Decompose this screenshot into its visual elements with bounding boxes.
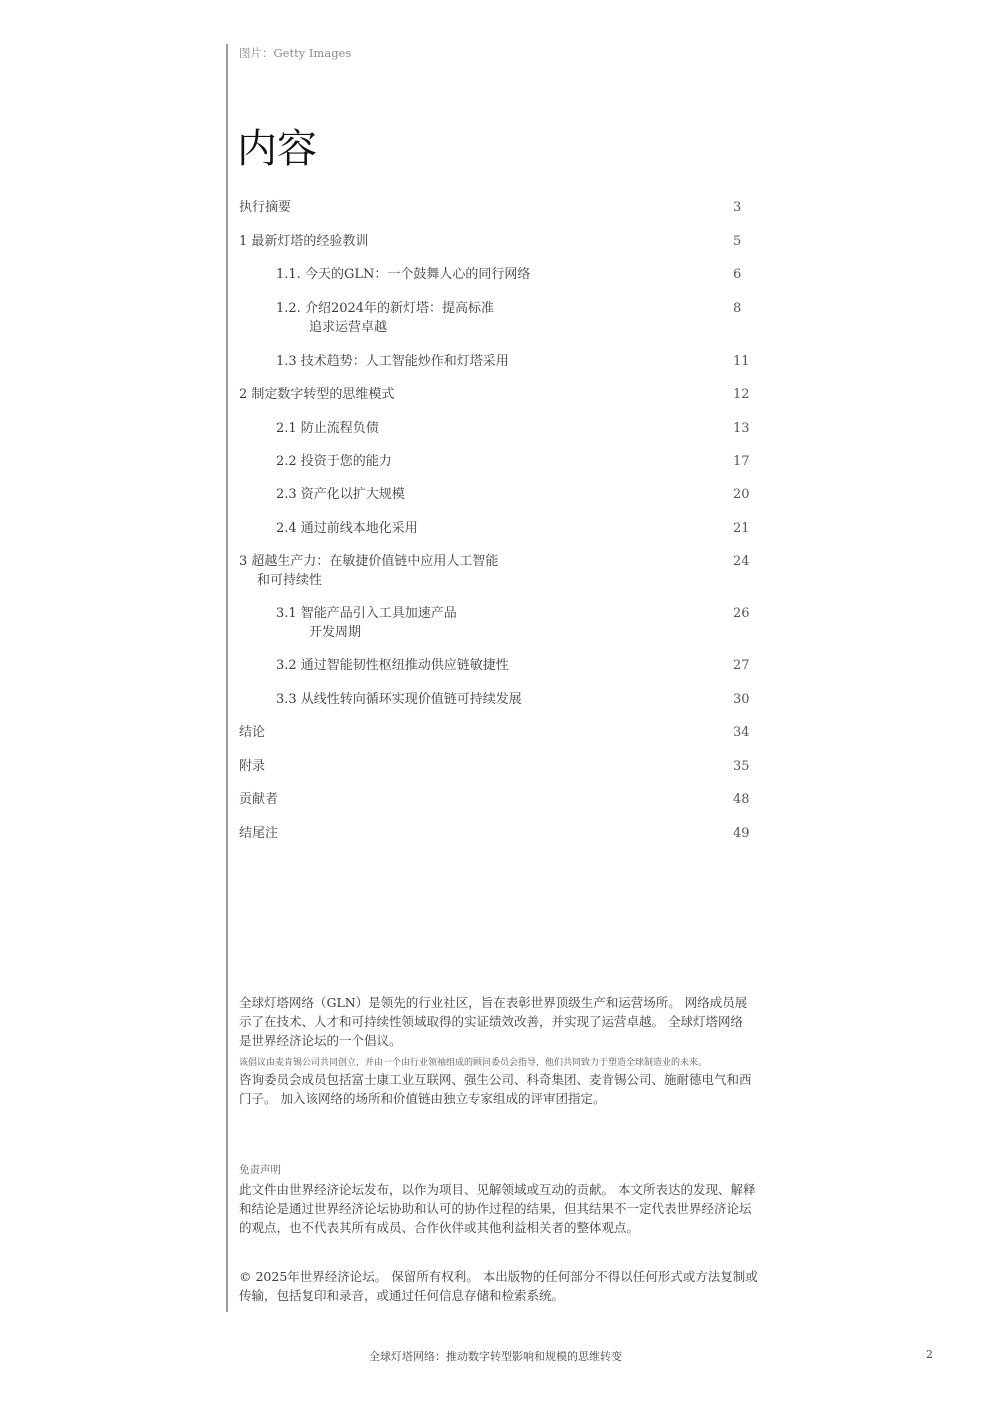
toc-entry[interactable] bbox=[239, 385, 750, 404]
toc-entry[interactable] bbox=[239, 790, 750, 809]
toc-entry-label bbox=[239, 385, 709, 404]
toc-entry[interactable] bbox=[239, 485, 750, 504]
toc-entry-line: 追求运营卓越 bbox=[309, 320, 388, 335]
toc-entry[interactable] bbox=[239, 419, 750, 438]
advisory-paragraph: 咨询委员会成员包括富士康工业互联网、强生公司、科奇集团、麦肯锡公司、施耐德电气和西门子。 加入该网络的场所和价值链由独立专家组成的评审团指定。 bbox=[239, 1072, 752, 1106]
toc-entry[interactable] bbox=[239, 723, 750, 742]
toc-entry-label bbox=[239, 198, 709, 217]
toc-entry[interactable] bbox=[239, 232, 742, 251]
about-section bbox=[239, 993, 754, 1108]
page-title: 内容 bbox=[237, 126, 317, 172]
toc-entry-label bbox=[239, 824, 709, 843]
toc-entry[interactable] bbox=[239, 265, 742, 284]
toc-entry[interactable] bbox=[239, 656, 750, 675]
toc-entry-page: 5 bbox=[733, 234, 742, 249]
toc-entry-label bbox=[239, 656, 709, 675]
toc-entry-line: 开发周期 bbox=[309, 625, 362, 640]
toc-entry-line: 附录 bbox=[239, 759, 266, 774]
toc-entry-page: 21 bbox=[733, 521, 750, 536]
disclaimer-heading: 免责声明 bbox=[239, 1164, 281, 1176]
toc-entry-label bbox=[239, 604, 709, 642]
toc-entry-page: 49 bbox=[733, 826, 750, 841]
toc-entry-line: 1 最新灯塔的经验教训 bbox=[239, 234, 369, 249]
toc-entry-label bbox=[239, 352, 709, 371]
toc-entry-page: 30 bbox=[733, 692, 750, 707]
toc-entry-label bbox=[239, 452, 709, 471]
disclaimer-body: 此文件由世界经济论坛发布，以作为项目、见解领域或互动的贡献。 本文所表达的发现、解释和结论是通过世界经济论坛协助和认可的协作过程的结果，但其结果不一定代表世界经济论坛的观点，也不代表其所有成员、合作伙伴或其他利益相关者的整体观点。 bbox=[239, 1182, 756, 1235]
toc-entry-page: 26 bbox=[733, 606, 750, 621]
toc-entry-page: 6 bbox=[733, 267, 742, 282]
toc-entry-label bbox=[239, 485, 709, 504]
toc-entry-label bbox=[239, 519, 709, 538]
toc-entry-line: 2 制定数字转型的思维模式 bbox=[239, 387, 395, 402]
toc-entry[interactable] bbox=[239, 604, 750, 642]
toc-entry-label bbox=[239, 419, 709, 438]
toc-entry-label bbox=[239, 723, 709, 742]
toc-entry-label bbox=[239, 690, 709, 709]
toc-entry-line: 3.2 通过智能韧性枢纽推动供应链敏捷性 bbox=[276, 658, 509, 673]
left-vertical-rule bbox=[226, 44, 228, 1312]
toc-entry[interactable] bbox=[239, 824, 750, 843]
toc-entry-label bbox=[239, 552, 709, 590]
toc-entry-line: 1.2. 介绍2024年的新灯塔：提高标准 bbox=[276, 301, 495, 316]
about-paragraph: 全球灯塔网络（GLN）是领先的行业社区，旨在表彰世界顶级生产和运营场所。 网络成员展示了在技术、人才和可持续性领域取得的实证绩效改善，并实现了运营卓越。 全球灯塔网络是世界经济论坛的一个倡议。 bbox=[239, 995, 748, 1048]
toc-entry-line: 1.3 技术趋势：人工智能炒作和灯塔采用 bbox=[276, 354, 509, 369]
toc-entry-label bbox=[239, 299, 709, 337]
about-note: 该倡议由麦肯锡公司共同创立，并由一个由行业领袖组成的顾问委员会指导，他们共同致力于塑造全球制造业的未来。 bbox=[239, 1058, 708, 1068]
toc-entry-page: 17 bbox=[733, 454, 750, 469]
footer-page-number: 2 bbox=[926, 1348, 933, 1361]
toc-entry[interactable] bbox=[239, 352, 750, 371]
copyright-notice: © 2025年世界经济论坛。 保留所有权利。 本出版物的任何部分不得以任何形式或方法复制或传输，包括复印和录音，或通过任何信息存储和检索系统。 bbox=[239, 1269, 758, 1303]
toc-entry[interactable] bbox=[239, 757, 750, 776]
toc-entry-line: 结论 bbox=[239, 725, 266, 740]
toc-entry-line: 执行摘要 bbox=[239, 200, 292, 215]
toc-entry-label bbox=[239, 790, 709, 809]
toc-entry-line: 贡献者 bbox=[239, 792, 279, 807]
toc-entry-label bbox=[239, 757, 709, 776]
toc-entry-line: 3.3 从线性转向循环实现价值链可持续发展 bbox=[276, 692, 522, 707]
toc-entry-line: 结尾注 bbox=[239, 826, 279, 841]
disclaimer-section bbox=[239, 1162, 759, 1237]
image-credit: 图片：Getty Images bbox=[239, 46, 352, 60]
toc-entry-page: 8 bbox=[733, 301, 742, 316]
toc-entry-line: 3.1 智能产品引入工具加速产品 bbox=[276, 606, 457, 621]
toc-entry-line: 2.1 防止流程负债 bbox=[276, 421, 379, 436]
toc-entry-page: 20 bbox=[733, 487, 750, 502]
toc-entry-line: 3 超越生产力：在敏捷价值链中应用人工智能 bbox=[239, 554, 499, 569]
toc-entry-line: 2.2 投资于您的能力 bbox=[276, 454, 392, 469]
toc-entry[interactable] bbox=[239, 519, 750, 538]
toc-entry-page: 12 bbox=[733, 387, 750, 402]
toc-entry[interactable] bbox=[239, 690, 750, 709]
toc-entry-page: 27 bbox=[733, 658, 750, 673]
toc-entry-label bbox=[239, 232, 709, 251]
toc-entry[interactable] bbox=[239, 299, 742, 337]
toc-entry-line: 2.4 通过前线本地化采用 bbox=[276, 521, 418, 536]
toc-entry-line: 和可持续性 bbox=[257, 573, 323, 588]
toc-entry-page: 11 bbox=[733, 354, 750, 369]
toc-entry[interactable] bbox=[239, 198, 742, 217]
toc-entry-label bbox=[239, 265, 709, 284]
toc-entry-page: 13 bbox=[733, 421, 750, 436]
toc-entry-page: 48 bbox=[733, 792, 750, 807]
toc-entry[interactable] bbox=[239, 552, 750, 590]
toc-entry-page: 24 bbox=[733, 554, 750, 569]
toc-entry-page: 3 bbox=[733, 200, 742, 215]
toc-entry-line: 1.1. 今天的GLN：一个鼓舞人心的同行网络 bbox=[276, 267, 531, 282]
footer-title: 全球灯塔网络：推动数字转型影响和规模的思维转变 bbox=[369, 1350, 622, 1363]
toc-entry-page: 35 bbox=[733, 759, 750, 774]
toc-entry-line: 2.3 资产化以扩大规模 bbox=[276, 487, 405, 502]
toc-entry[interactable] bbox=[239, 452, 750, 471]
toc-entry-page: 34 bbox=[733, 725, 750, 740]
